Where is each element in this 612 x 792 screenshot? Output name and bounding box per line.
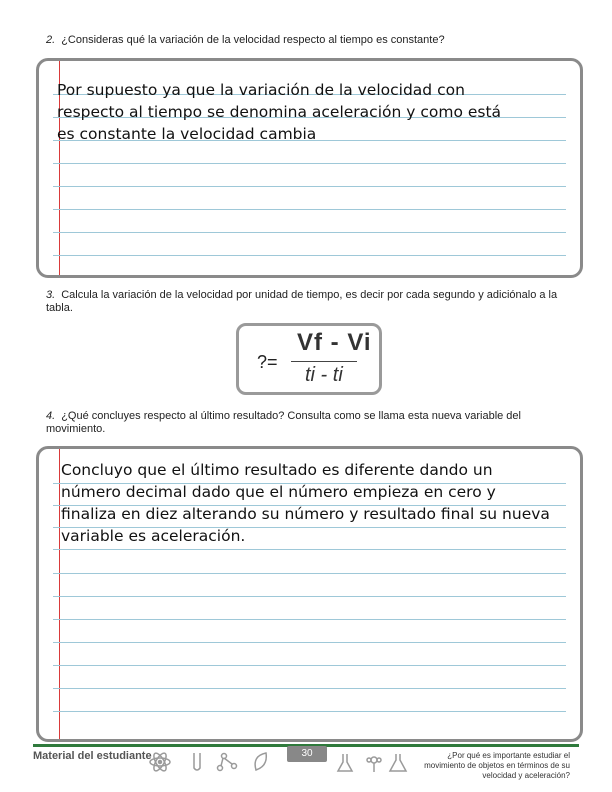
formula-denominator: ti - ti [305, 364, 343, 386]
answer-box-1[interactable] [36, 58, 583, 278]
ruled-line [53, 549, 566, 550]
beaker-icon [338, 754, 352, 771]
margin-line [59, 449, 60, 739]
answer-line: respecto al tiempo se denomina aceleración y como está [57, 103, 502, 121]
answer-line: finaliza en diez alterando su número y resultado final su nueva [61, 505, 550, 523]
fraction-bar [291, 361, 357, 362]
ruled-line [53, 665, 566, 666]
answer-line: Por supuesto ya que la variación de la velocidad con [57, 81, 465, 99]
formula-box [236, 323, 382, 395]
question-number: 4. [46, 410, 56, 422]
page-number: 30 [287, 746, 327, 762]
ruled-line [53, 711, 566, 712]
ruled-line [53, 232, 566, 233]
footer-question: ¿Por qué es importante estudiar el movimiento de objetos en términos de su velocidad y aceleración? [424, 751, 570, 780]
test-tube-icon [194, 753, 200, 770]
question-number: 2. [46, 34, 56, 46]
ruled-line [53, 163, 566, 164]
ruled-line [53, 642, 566, 643]
question-text: ¿Qué concluyes respecto al último resultado? Consulta como se llama esta nueva variable del movimiento. [46, 410, 521, 435]
question-text: ¿Consideras qué la variación de la velocidad respecto al tiempo es constante? [61, 34, 445, 46]
ruled-line [53, 596, 566, 597]
answer-line: número decimal dado que el número empieza en cero y [61, 483, 496, 501]
ruled-line [53, 619, 566, 620]
question-2 [46, 34, 445, 47]
question-text: Calcula la variación de la velocidad por unidad de tiempo, es decir por cada segundo y adiciónalo a la tabla. [46, 289, 558, 314]
ruled-line [53, 688, 566, 689]
ruled-line [53, 186, 566, 187]
footer-title: Material del estudiante [33, 750, 152, 762]
molecule-icon [218, 754, 237, 771]
question-4 [46, 410, 576, 436]
leaf-icon [255, 753, 266, 770]
flower-icon [367, 757, 381, 772]
ruled-line [53, 573, 566, 574]
flask-icon [390, 754, 406, 771]
question-number: 3. [46, 289, 56, 301]
formula-numerator: Vf - Vi [297, 329, 372, 356]
answer-box-2[interactable] [36, 446, 583, 742]
question-3 [46, 289, 576, 315]
formula-lhs: ?= [257, 352, 278, 372]
answer-line: es constante la velocidad cambia [57, 125, 317, 143]
answer-text-2 [61, 459, 550, 547]
ruled-line [53, 209, 566, 210]
footer-decoration [148, 750, 410, 774]
answer-text-1 [57, 79, 550, 145]
atom-icon [150, 751, 170, 772]
ruled-line [53, 255, 566, 256]
answer-line: variable es aceleración. [61, 527, 246, 545]
answer-line: Concluyo que el último resultado es diferente dando un [61, 461, 493, 479]
